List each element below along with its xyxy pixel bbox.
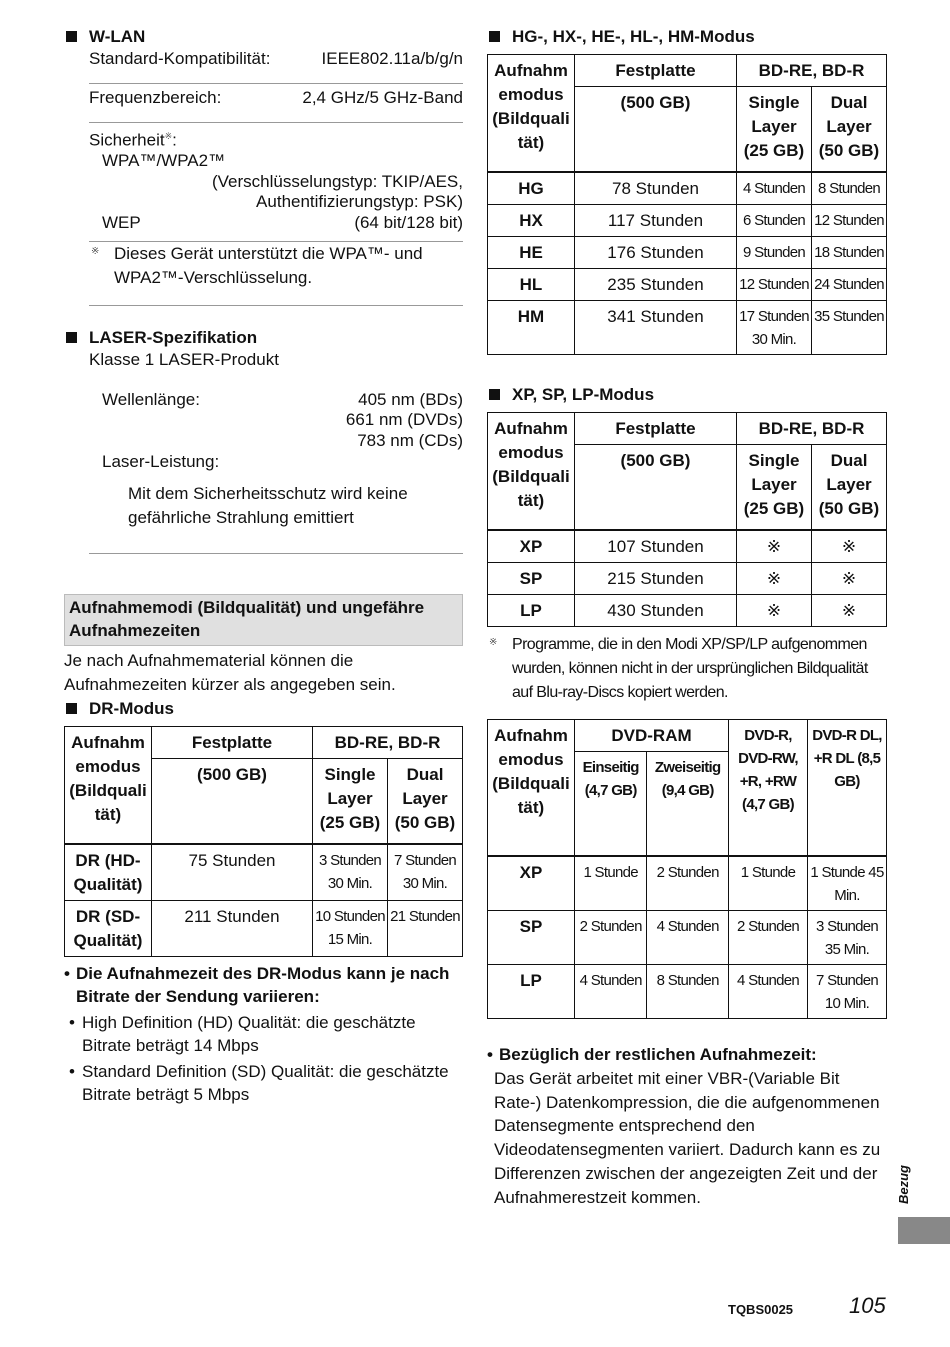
remaining-time-text: Das Gerät arbeitet mit einer VBR-(Variable Bit Rate-) Datenkompression, die die aufgenommenen Datensegmente entsprechend den Videodatensegmenten variiert. Dadurch kann es zu Differenzen zwischen der angezeigten Zeit und der Aufnahmerestzeit kommen. — [494, 1069, 881, 1207]
laser-heading: LASER-Spezifikation — [64, 327, 463, 349]
table-row: SP 215 Stunden ※ ※ — [488, 563, 887, 595]
table-row: HE 176 Stunden 9 Stunden 18 Stunden — [488, 237, 887, 269]
hg-table: Aufnahm emodus (Bildquali tät) Festplatte BD-RE, BD-R (500 GB) Single Layer (25 GB) Dual Layer (50 GB) HG 78 Stunden 4 Stunden 8 Stunden HX 117 Stunden 6 Stunden 12 Stunden HE 176 Stunden 9 Stunden 18 Stunden HL 235 Stunden 12 Stunden 24 Stunden HM 341 Stunden 17 Stunden 30 Min. 35 Stunden — [487, 54, 887, 355]
wlan-heading: W-LAN — [64, 26, 463, 48]
std-label: Standard-Kompatibilität: — [89, 49, 271, 68]
xp-footnote: ※ Programme, die in den Modi XP/SP/LP aufgenommen wurden, können nicht in der ursprünglichen Bildqualität auf Blu-ray-Discs kopiert werden. — [489, 636, 868, 701]
modes-intro: Je nach Aufnahmematerial können die Aufnahmezeiten kürzer als angegeben sein. — [64, 650, 396, 694]
table-row: DR (SD-Qualität) 211 Stunden 10 Stunden 15 Min. 21 Stunden — [65, 900, 463, 956]
table-row: LP 430 Stunden ※ ※ — [488, 595, 887, 627]
table-row: XP 107 Stunden ※ ※ — [488, 530, 887, 563]
side-tab — [898, 1217, 950, 1244]
table-row: HL 235 Stunden 12 Stunden 24 Stunden — [488, 269, 887, 301]
dr-hd-bitrate: • High Definition (HD) Qualität: die geschätzte Bitrate beträgt 14 Mbps — [69, 1012, 416, 1055]
dr-table: Aufnahm emodus (Bildquali tät) Festplatte BD-RE, BD-R (500 GB) Single Layer (25 GB) Dual Layer (50 GB) DR (HD-Qualität) 75 Stunden 3 Stunden 30 Min. 7 Stunden 30 Min. DR (SD-Qualität) 211 Stunden 10 Stunden 15 Min. 21 Stunden — [64, 726, 463, 957]
dr-sd-bitrate: • Standard Definition (SD) Qualität: die geschätzte Bitrate beträgt 5 Mbps — [69, 1061, 449, 1104]
laser-power-text: Mit dem Sicherheitsschutz wird keine gefährliche Strahlung emittiert — [128, 483, 408, 527]
page-number: 105 — [849, 1293, 886, 1318]
recording-modes-box: Aufnahmemodi (Bildqualität) und ungefähre Aufnahmezeiten — [64, 594, 463, 646]
wavelength-block: Wellenlänge: 405 nm (BDs) 661 nm (DVDs) 783 nm (CDs) Laser-Leistung: Mit dem Sicherheitsschutz wird keine gefährliche Strahlung emittiert — [89, 389, 463, 530]
std-value: IEEE802.11a/b/g/n — [321, 49, 463, 68]
encryption-type: (Verschlüsselungstyp: TKIP/AES, — [211, 171, 463, 191]
auth-type: Authentifizierungstyp: PSK) — [256, 191, 463, 211]
table-row: LP 4 Stunden 8 Stunden 4 Stunden 7 Stunden 10 Min. — [488, 965, 887, 1019]
hg-heading: HG-, HX-, HE-, HL-, HM-Modus — [487, 26, 887, 48]
table-row: XP 1 Stunde 2 Stunden 1 Stunde 1 Stunde 45 Min. — [488, 856, 887, 911]
table-row: HM 341 Stunden 17 Stunden 30 Min. 35 Stunden — [488, 301, 887, 355]
xp-table: Aufnahm emodus (Bildquali tät) Festplatte BD-RE, BD-R (500 GB) Single Layer (25 GB) Dual Layer (50 GB) XP 107 Stunden ※ ※ SP 215 Stunden ※ ※ LP 430 Stunden ※ ※ — [487, 412, 887, 627]
laser-class: Klasse 1 LASER-Produkt — [89, 349, 279, 369]
freq-label: Frequenzbereich: — [89, 88, 222, 107]
dvd-table: Aufnahm emodus (Bildquali tät) DVD-RAM DVD-R, DVD-RW, +R, +RW (4,7 GB) DVD-R DL, +R DL (8,5 GB) Einseitig (4,7 GB) Zweiseitig (9,4 GB) XP 1 Stunde 2 Stunden 1 Stunde 1 Stunde 45 Min. SP 2 Stunden 4 Stunden 2 Stunden 3 Stunden 35 Min. LP 4 Stunden 8 Stunden 4 Stunden 7 Stunden 10 Min. — [487, 719, 887, 1019]
table-row: HG 78 Stunden 4 Stunden 8 Stunden — [488, 172, 887, 205]
wlan-footnote: ※ Dieses Gerät unterstützt die WPA™- und WPA2™-Verschlüsselung. — [91, 243, 423, 287]
freq-value: 2,4 GHz/5 GHz-Band — [302, 88, 463, 107]
xp-heading: XP, SP, LP-Modus — [487, 384, 887, 406]
dr-bitrate-note: • Die Aufnahmezeit des DR-Modus kann je nach Bitrate der Sendung variieren: — [64, 963, 450, 1006]
remaining-time-heading: • Bezüglich der restlichen Aufnahmezeit: — [487, 1045, 817, 1064]
left-column — [64, 26, 463, 1106]
table-row: HX 117 Stunden 6 Stunden 12 Stunden — [488, 205, 887, 237]
table-row: DR (HD-Qualität) 75 Stunden 3 Stunden 30 Min. 7 Stunden 30 Min. — [65, 844, 463, 901]
table-row: SP 2 Stunden 4 Stunden 2 Stunden 3 Stunden 35 Min. — [488, 911, 887, 965]
security-label: Sicherheit※: — [89, 130, 177, 150]
document-code: TQBS0025 — [728, 1302, 794, 1317]
dr-heading: DR-Modus — [64, 698, 463, 720]
side-label: Bezug — [896, 1165, 911, 1204]
right-column — [487, 26, 887, 1209]
wlan-standard-row — [89, 48, 463, 70]
wlan-frequency-row — [89, 87, 463, 109]
wep-row: WEP (64 bit/128 bit) — [102, 212, 463, 232]
wpa-label: WPA™/WPA2™ — [102, 150, 226, 170]
